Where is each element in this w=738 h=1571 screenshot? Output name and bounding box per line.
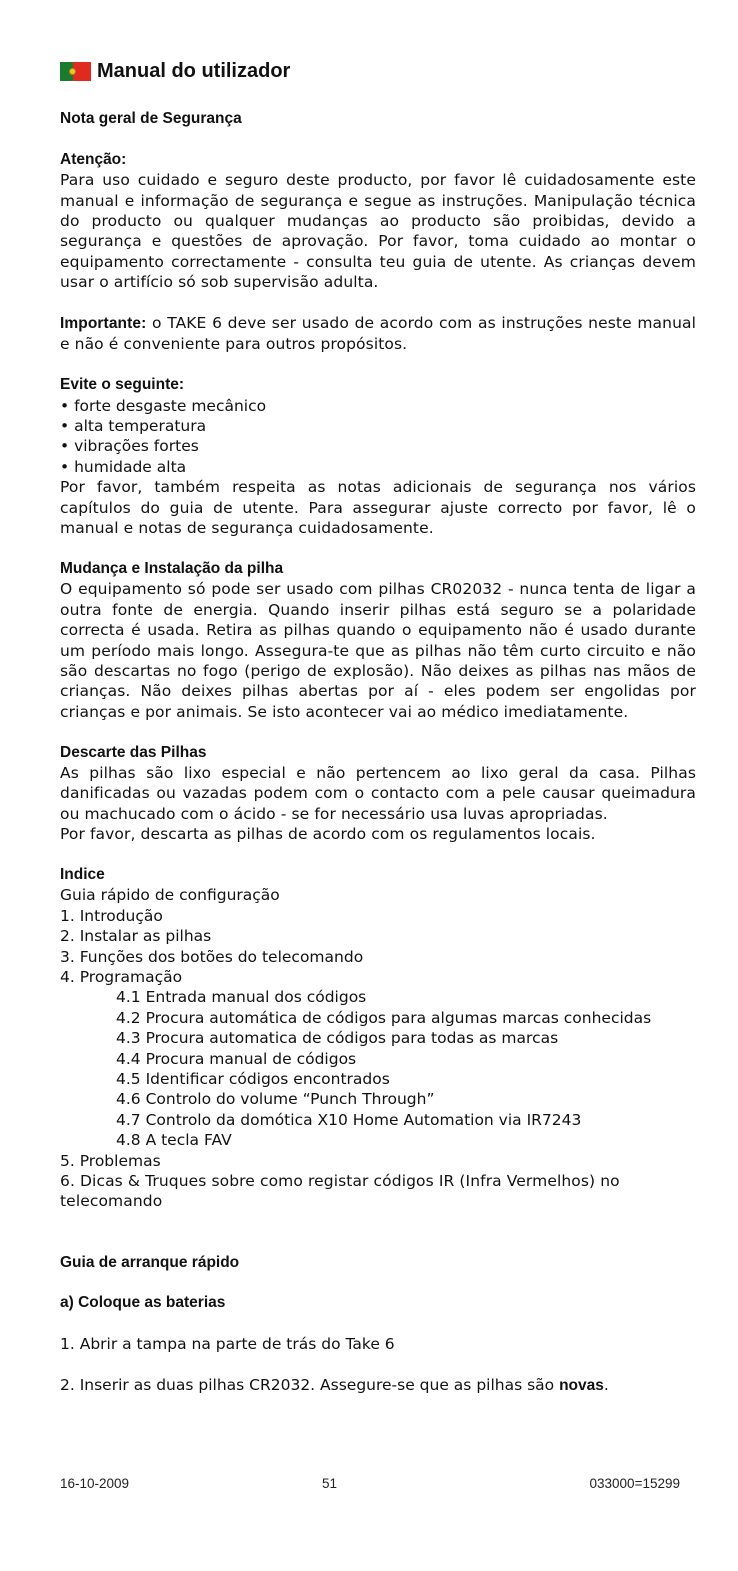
attention-paragraph: Para uso cuidado e seguro deste producto, por favor lê cuidadosamente este manual e informação de segurança e segue as instruções. Manipulação técnica do producto ou qualquer mudanças ao producto são proibidas, devido a segurança e questões de aprovação. Por favor, toma cuidado ao montar o equipamento correctamente - consulta teu guia de utente. As crianças devem usar o artifício só sob supervisão adulta. <box>60 171 696 292</box>
step-2-end: . <box>603 1376 609 1395</box>
page-footer <box>60 1476 680 1496</box>
quickstart-heading: Guia de arranque rápido <box>60 1253 240 1271</box>
index-item: 1. Introdução <box>60 906 163 925</box>
document-title: Manual do utilizador <box>97 59 291 82</box>
battery-heading: Mudança e Instalação da pilha <box>60 559 284 577</box>
index-subitem: 4.2 Procura automática de códigos para algumas marcas conhecidas <box>116 1008 652 1027</box>
index-item: 4. Programação <box>60 967 183 986</box>
important-text: o TAKE 6 deve ser usado de acordo com as instruções neste manual e não é conveniente para outros propósitos. <box>60 314 696 354</box>
safety-heading: Nota geral de Segurança <box>60 110 242 127</box>
index-subitem: 4.3 Procura automatica de códigos para todas as marcas <box>116 1029 559 1048</box>
quickstart-step-1: 1. Abrir a tampa na parte de trás do Take 6 <box>60 1335 395 1354</box>
avoid-item: • forte desgaste mecânico <box>60 396 267 415</box>
manual-page <box>60 56 696 1396</box>
avoid-item: • vibrações fortes <box>60 437 199 456</box>
index-item: Guia rápido de configuração <box>60 886 280 905</box>
index-subitem: 4.7 Controlo da domótica X10 Home Automation via IR7243 <box>116 1110 582 1129</box>
battery-paragraph: O equipamento só pode ser usado com pilhas CR02032 - nunca tenta de ligar a outra fonte de energia. Quando inserir pilhas está seguro se a polaridade correcta é usada. Retira as pilhas quando o equipamento não é usado durante um período mais longo. Assegura-te que as pilhas não têm curto circuito e não são descartas no fogo (perigo de explosão). Não deixes as pilhas nas mãos de crianças. Não deixes pilhas abertas por aí - eles podem ser engolidas por crianças e por animais. Se isto acontecer vai ao médico imediatamente. <box>60 580 696 721</box>
important-paragraph <box>60 313 696 355</box>
index-subitem: 4.6 Controlo do volume “Punch Through” <box>116 1090 435 1109</box>
title-row <box>60 56 696 86</box>
index-item: 6. Dicas & Truques sobre como registar códigos IR (Infra Vermelhos) no telecomando <box>60 1172 620 1211</box>
step-2-bold: novas <box>559 1377 604 1395</box>
footer-date: 16-10-2009 <box>60 1476 130 1491</box>
avoid-paragraph: Por favor, também respeita as notas adicionais de segurança nos vários capítulos do guia de utente. Para assegurar ajuste correcto por favor, lê o manual e notas de segurança cuidadosamente. <box>60 478 696 538</box>
footer-page-number: 51 <box>322 1476 338 1491</box>
index-subitem: 4.1 Entrada manual dos códigos <box>116 988 367 1007</box>
portugal-flag-icon <box>60 62 91 81</box>
avoid-heading: Evite o seguinte: <box>60 376 185 394</box>
index-subitem: 4.8 A tecla FAV <box>116 1131 232 1150</box>
disposal-paragraph: As pilhas são lixo especial e não pertencem ao lixo geral da casa. Pilhas danificadas ou vazadas podem com o contacto com a pele causar queimadura ou machucado com o ácido - se for necessário usa luvas apropriadas. <box>60 763 696 823</box>
quickstart-step-2 <box>60 1375 696 1396</box>
index-item: 3. Funções dos botões do telecomando <box>60 947 364 966</box>
index-subitem: 4.4 Procura manual de códigos <box>116 1049 357 1068</box>
important-label: Importante: <box>60 315 147 333</box>
index-item: 5. Problemas <box>60 1151 161 1170</box>
quickstart-subheading: a) Coloque as baterias <box>60 1294 226 1312</box>
step-2-text: 2. Inserir as duas pilhas CR2032. Assegure-se que as pilhas são <box>60 1376 560 1395</box>
index-subitem: 4.5 Identificar códigos encontrados <box>116 1070 390 1088</box>
disposal-heading: Descarte das Pilhas <box>60 743 207 761</box>
avoid-item: • humidade alta <box>60 457 187 476</box>
index-heading: Indice <box>60 865 105 883</box>
avoid-item: • alta temperatura <box>60 417 207 436</box>
attention-heading: Atenção: <box>60 150 127 168</box>
disposal-paragraph-2: Por favor, descarta as pilhas de acordo com os regulamentos locais. <box>60 825 596 844</box>
footer-doc-code: 033000=15299 <box>589 1476 680 1491</box>
index-item: 2. Instalar as pilhas <box>60 927 212 946</box>
